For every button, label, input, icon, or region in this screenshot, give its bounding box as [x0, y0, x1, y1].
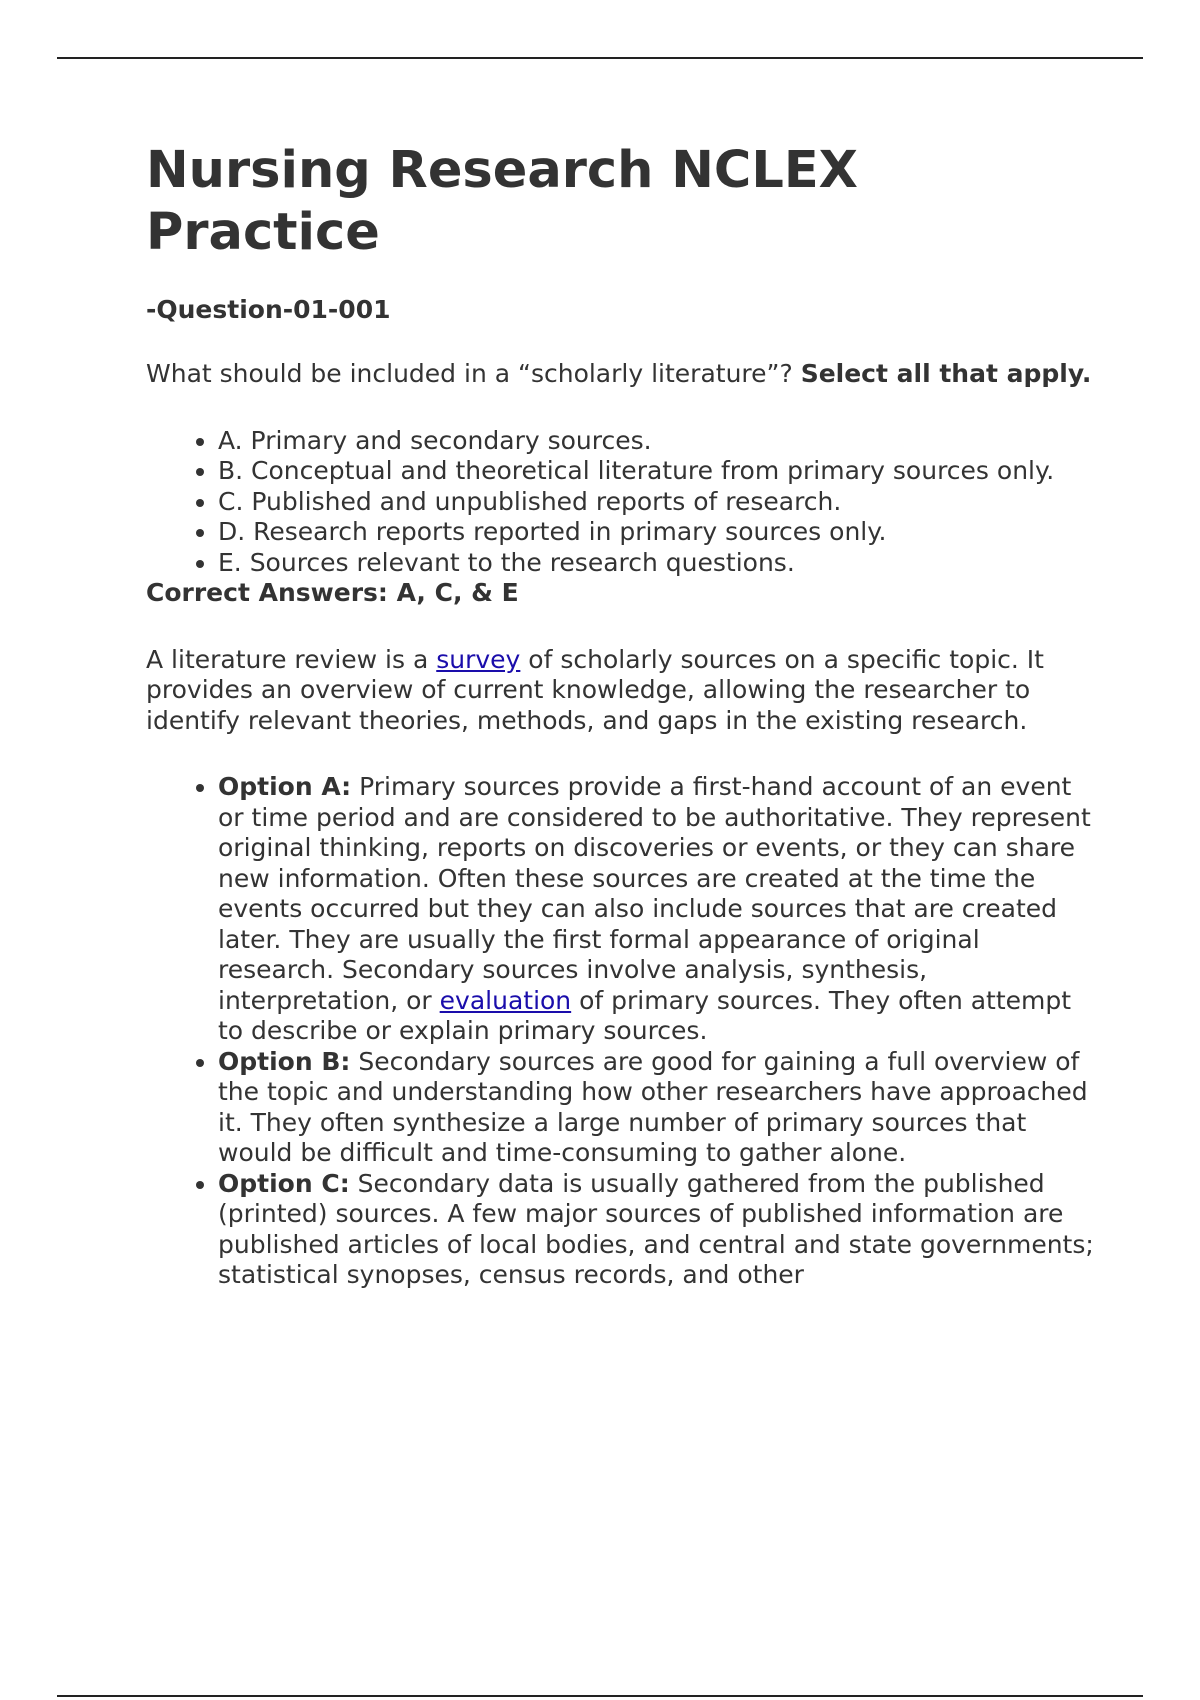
option-rationales: [146, 772, 1096, 1291]
option-a-rationale: [218, 772, 1096, 1047]
choice-item: • B. Conceptual and theoretical literature from primary sources only.: [218, 456, 1096, 487]
option-c-text: Secondary data is usually gathered from the published (printed) sources. A few major sources of published information are published articles of local bodies, and central and state governments; statistical synopses, census records, and other: [218, 1168, 1094, 1289]
option-a-label: Option A:: [218, 772, 352, 801]
option-a-text-end: of primary sources. They often attempt to describe or explain primary sources.: [218, 985, 1072, 1045]
question-text: [146, 359, 1096, 390]
choice-item: • C. Published and unpublished reports of research.: [218, 487, 1096, 518]
document-body: [146, 140, 1096, 1291]
correct-answers: Correct Answers: A, C, & E: [146, 578, 519, 607]
option-c-rationale: [218, 1169, 1096, 1291]
evaluation-link[interactable]: evaluation: [439, 985, 572, 1015]
choice-item: • D. Research reports reported in primary sources only.: [218, 517, 1096, 548]
page-title: Nursing Research NCLEX Practice: [146, 141, 858, 262]
explanation-text-start: A literature review is a: [146, 644, 437, 674]
option-b-text: Secondary sources are good for gaining a full overview of the topic and understanding how other researchers have approached it. They often synthesize a large number of primary sources that would be difficult and time-consuming to gather alone.: [218, 1046, 1088, 1167]
explanation-text-end: of scholarly sources on a specific topic. It provides an overview of current knowledge, allowing the researcher to identify relevant theories, methods, and gaps in the existing research.: [146, 644, 1044, 735]
choice-item: • E. Sources relevant to the research questions.: [218, 548, 1096, 579]
bottom-rule: [57, 1695, 1143, 1697]
answer-choices: [146, 426, 1096, 579]
option-b-label: Option B:: [218, 1046, 351, 1076]
survey-link[interactable]: survey: [436, 644, 521, 674]
option-a-text-start: Primary sources provide a first-hand account of an event or time period and are considered to be authoritative. They represent original thinking, reports on discoveries or events, or they can share new information. Often these sources are created at the time the events occurred but they can also include sources that are created later. They are usually the first formal appearance of original research. Secondary sources involve analysis, synthesis, interpretation, or: [218, 772, 1091, 1015]
option-c-label: Option C:: [218, 1168, 350, 1198]
option-b-rationale: [218, 1047, 1096, 1169]
question-prompt: What should be included in a “scholarly literature”?: [146, 359, 801, 388]
explanation-paragraph: [146, 645, 1096, 737]
choice-item: • A. Primary and secondary sources.: [218, 426, 1096, 457]
top-rule: [57, 57, 1143, 59]
question-instruction: Select all that apply.: [800, 359, 1092, 388]
question-id: -Question-01-001: [146, 295, 391, 324]
